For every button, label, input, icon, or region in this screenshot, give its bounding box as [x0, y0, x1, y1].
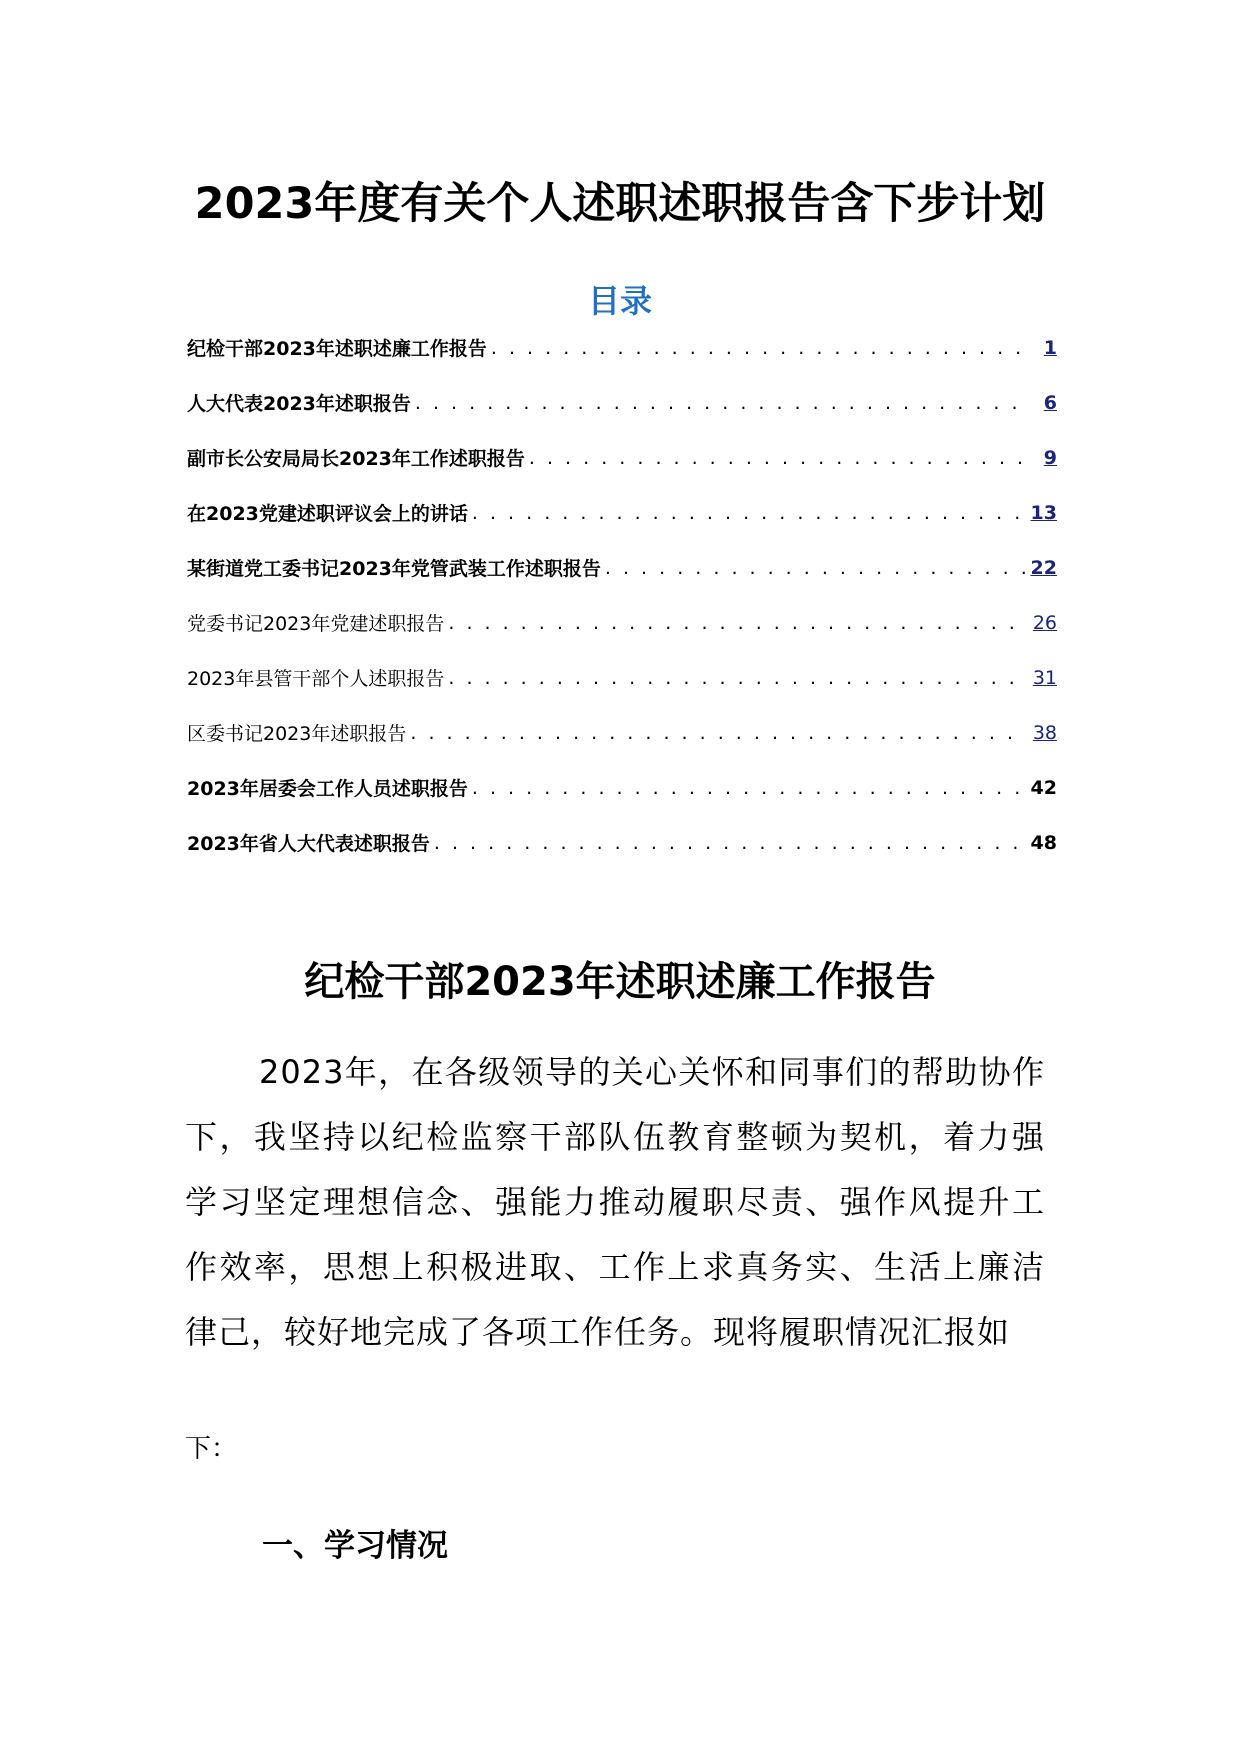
toc-entry[interactable]	[187, 595, 1057, 650]
toc-page-number: 42	[1030, 776, 1057, 799]
toc-entry[interactable]	[187, 760, 1057, 815]
document-title: 2023年度有关个人述职述职报告含下步计划	[194, 179, 1046, 229]
section-title: 纪检干部2023年述职述廉工作报告	[304, 959, 936, 1005]
toc-entry[interactable]	[187, 650, 1057, 705]
toc-entry[interactable]	[187, 430, 1057, 485]
sub-heading: 一、学习情况	[262, 1528, 448, 1564]
toc-page-number[interactable]: 22	[1030, 556, 1057, 579]
toc-heading: 目录	[587, 282, 652, 320]
toc-dot-leader	[415, 392, 1029, 414]
toc-dot-leader	[434, 832, 1025, 854]
toc-entry-label[interactable]: 2023年县管干部个人述职报告	[187, 668, 445, 690]
toc-entry-label[interactable]: 在2023党建述职评议会上的讲话	[187, 503, 468, 525]
toc-dot-leader	[472, 777, 1025, 799]
toc-page-number[interactable]: 38	[1032, 721, 1057, 744]
toc-dot-leader	[472, 502, 1025, 524]
toc-entry-label[interactable]: 区委书记2023年述职报告	[187, 723, 407, 745]
toc-page-number[interactable]: 31	[1032, 666, 1057, 689]
toc-entry-label[interactable]: 纪检干部2023年述职述廉工作报告	[187, 338, 487, 360]
body-paragraph-tail: 下：	[185, 1434, 238, 1464]
toc-dot-leader	[410, 722, 1026, 744]
toc-page-number: 48	[1030, 831, 1057, 854]
toc-dot-leader	[605, 557, 1025, 579]
body-paragraph: 2023年，在各级领导的关心关怀和同事们的帮助协作 下，我坚持以纪检监察干部队伍教育整顿为契机，着力强 学习坚定理想信念、强能力推动履职尽责、强作风提升工 作效率，思想上积极进取、工作上求真务实、生活上廉洁 律己，较好地完成了各项工作任务。现将履职情况汇报如	[185, 1053, 1045, 1351]
toc-page-number[interactable]: 26	[1032, 611, 1057, 634]
toc-dot-leader	[491, 337, 1029, 359]
toc-entry-label[interactable]: 某街道党工委书记2023年党管武装工作述职报告	[187, 558, 601, 580]
toc-dot-leader	[448, 667, 1026, 689]
toc-dot-leader	[529, 447, 1029, 469]
toc-dot-leader	[448, 612, 1026, 634]
toc-entry[interactable]	[187, 485, 1057, 540]
toc-page-number[interactable]: 9	[1043, 446, 1057, 469]
toc-entry[interactable]	[187, 320, 1057, 375]
toc-entry[interactable]	[187, 815, 1057, 870]
toc-page-number[interactable]: 1	[1043, 336, 1057, 359]
toc-entry-label[interactable]: 党委书记2023年党建述职报告	[187, 613, 445, 635]
toc-page-number[interactable]: 6	[1043, 391, 1057, 414]
toc-entry-label[interactable]: 副市长公安局局长2023年工作述职报告	[187, 448, 525, 470]
toc-entry-label[interactable]: 2023年省人大代表述职报告	[187, 833, 430, 855]
toc-entry[interactable]	[187, 540, 1057, 595]
toc-entry-label[interactable]: 2023年居委会工作人员述职报告	[187, 778, 468, 800]
toc-page-number[interactable]: 13	[1030, 501, 1057, 524]
table-of-contents	[187, 320, 1057, 870]
toc-entry-label[interactable]: 人大代表2023年述职报告	[187, 393, 411, 415]
toc-entry[interactable]	[187, 375, 1057, 430]
toc-entry[interactable]	[187, 705, 1057, 760]
